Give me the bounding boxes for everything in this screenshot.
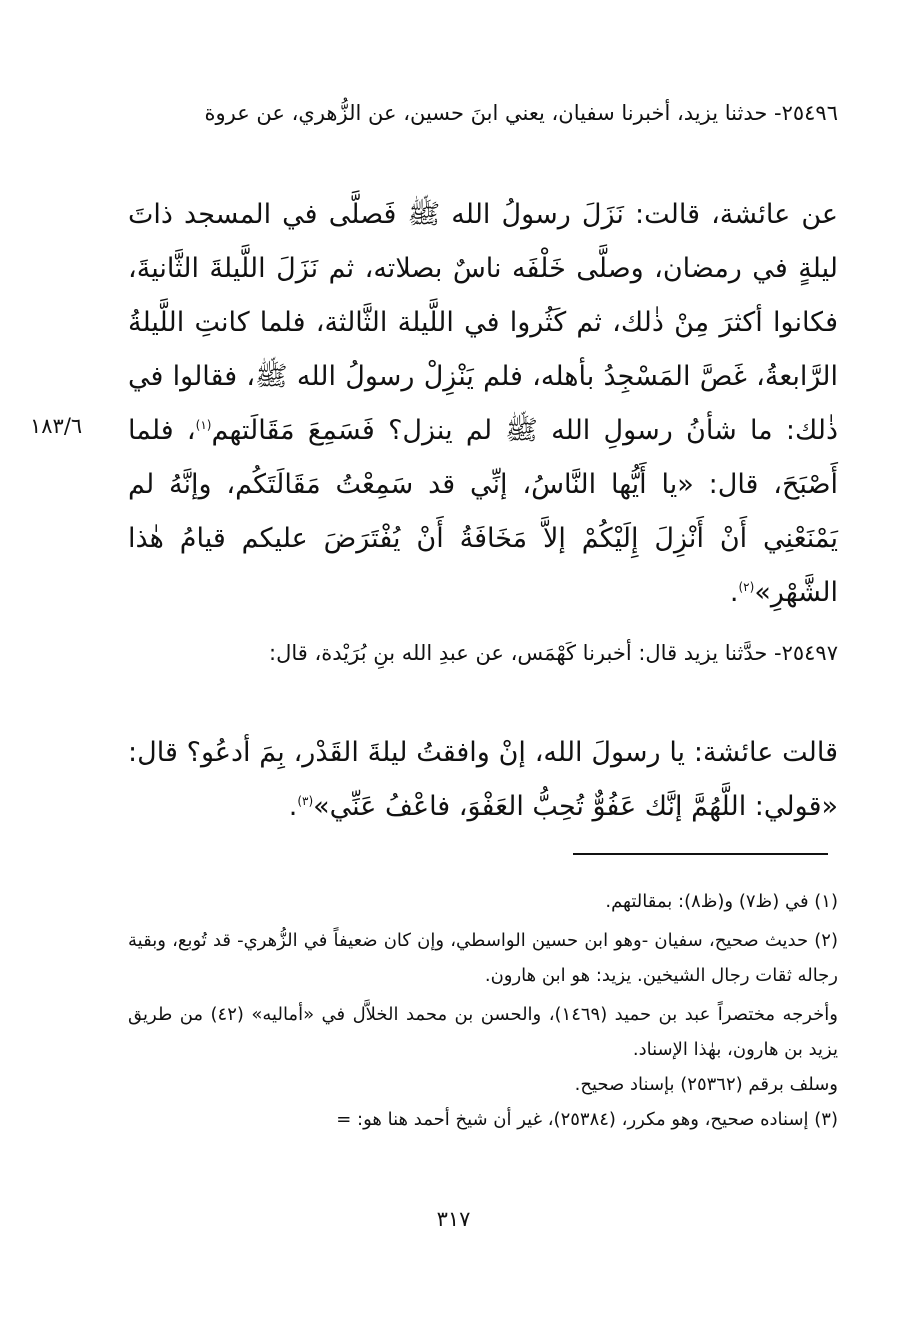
matn-paragraph	[128, 188, 838, 620]
footnote-marker-1[interactable]: (١)	[195, 418, 212, 432]
matn-end-mark: .	[288, 791, 298, 822]
footnote-2: (٢) حديث صحيح، سفيان -وهو ابن حسين الواسطي، وإن كان ضعيفاً في الزُّهري- قد تُوبع، وبقية رجاله ثقات رجال الشيخين. يزيد: هو ابن هارون.	[128, 930, 838, 986]
footnote-marker-3[interactable]: (٣)	[297, 794, 314, 808]
hadith-25496-isnad	[128, 94, 838, 132]
footnote-separator-rule	[573, 853, 828, 855]
matn-text-continued: ، فلما أَصْبَحَ، قال: «يا أَيُّها النَّاسُ، إنِّي قد سَمِعْتُ مَقَالَتَكُم، وإنَّهُ لم يَمْنَعْنِي أَنْ أَنْزِلَ إِلَيْكُمْ إلاَّ مَخَافَةُ أَنْ يُفْتَرَضَ عليكم قيامُ هٰذا الشَّهْرِ»	[128, 415, 838, 608]
matn-end-mark: .	[729, 577, 739, 608]
footnotes-section	[128, 884, 838, 1137]
hadith-25496-matn	[128, 188, 838, 620]
hadith-25497-isnad	[128, 634, 838, 672]
matn-text: قالت عائشة: يا رسولَ الله، إنْ وافقتُ ليلةَ القَدْر، بِمَ أدعُو؟ قال: «قولي: اللَّهُمَّ إنَّك عَفُوٌّ تُحِبُّ العَفْوَ، فاعْفُ عَنِّي»	[128, 737, 838, 822]
footnote-marker-2[interactable]: (٢)	[738, 580, 755, 594]
isnad-text: ٢٥٤٩٧- حدَّثنا يزيد قال: أخبرنا كَهْمَس، عن عبدِ الله بنِ بُرَيْدة، قال:	[269, 641, 838, 665]
footnote-2-sources: وأخرجه مختصراً عبد بن حميد (١٤٦٩)، والحسن بن محمد الخلاَّل في «أماليه» (٤٢) من طريق يزيد بن هارون، بهٰذا الإسناد.	[128, 1004, 838, 1060]
footnote-1: (١) في (ظ٧) و(ظ٨): بمقالتهم.	[605, 891, 838, 912]
margin-volume-page-reference: ١٨٣/٦	[30, 414, 83, 438]
footnote-2-cross-reference: وسلف برقم (٢٥٣٦٢) بإسناد صحيح.	[574, 1074, 838, 1095]
isnad-text: ٢٥٤٩٦- حدثنا يزيد، أخبرنا سفيان، يعني ابنَ حسين، عن الزُّهري، عن عروة	[204, 101, 838, 125]
matn-paragraph	[128, 726, 838, 834]
footnote-3: (٣) إسناده صحيح، وهو مكرر، (٢٥٣٨٤)، غير أن شيخ أحمد هنا هو: =	[336, 1109, 838, 1130]
matn-text: عن عائشة، قالت: نَزَلَ رسولُ الله ﷺ فَصلَّى في المسجد ذاتَ ليلةٍ في رمضان، وصلَّى خَلْفَه ناسٌ بصلاته، ثم نَزَلَ اللَّيلةَ الثَّانيةَ، فكانوا أكثرَ مِنْ ذٰلك، ثم كَثُروا في اللَّيلة الثَّالثة، فلما كانتِ اللَّيلةُ الرَّابعةُ، غَصَّ المَسْجِدُ بأهله، فلم يَنْزِلْ رسولُ الله ﷺ، فقالوا في ذٰلك: ما شأنُ رسولِ الله ﷺ لم ينزل؟ فَسَمِعَ مَقَالَتهم	[128, 199, 838, 446]
hadith-25497-matn	[128, 726, 838, 834]
page-number: ٣١٧	[436, 1207, 471, 1231]
